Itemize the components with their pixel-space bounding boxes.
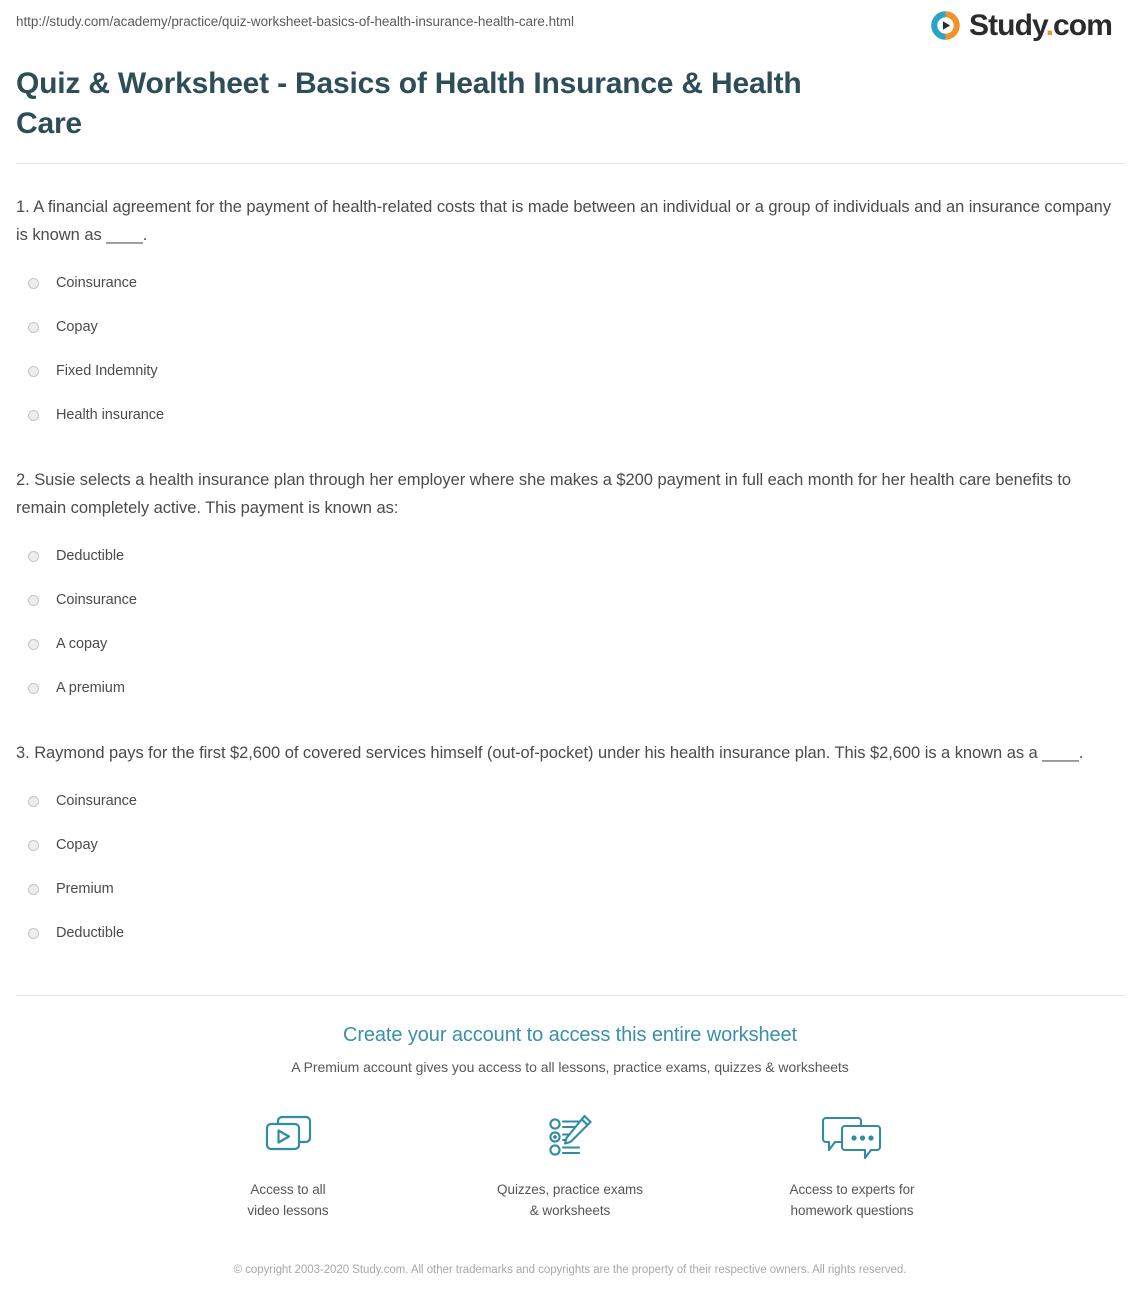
brand-tld: com — [1053, 8, 1112, 42]
radio-button-icon[interactable] — [28, 595, 39, 606]
answer-option-label: Premium — [56, 881, 114, 897]
quiz-checklist-pencil-icon — [485, 1107, 655, 1169]
cta-heading[interactable]: Create your account to access this entire worksheet — [342, 1024, 797, 1046]
cta-subheading: A Premium account gives you access to all lessons, practice exams, quizzes & worksheets — [291, 1059, 849, 1075]
answer-option[interactable] — [16, 393, 1124, 437]
video-lessons-icon — [203, 1107, 373, 1169]
feature-label: Access to experts for homework questions — [789, 1182, 915, 1218]
answer-option[interactable] — [16, 305, 1124, 349]
page-header — [0, 0, 1140, 56]
answer-options — [16, 534, 1124, 710]
radio-button-icon[interactable] — [28, 796, 39, 807]
page-title: Quiz & Worksheet - Basics of Health Insurance & Health Care — [16, 67, 802, 140]
feature-video-lessons — [203, 1107, 373, 1221]
answer-option[interactable] — [16, 534, 1124, 578]
answer-option[interactable] — [16, 578, 1124, 622]
feature-label: Quizzes, practice exams & worksheets — [497, 1182, 643, 1218]
answer-option-label: Copay — [56, 837, 98, 853]
question-text: 1. A financial agreement for the payment of health-related costs that is made between an individual or a group of individuals and an insurance company is known as ____. — [16, 198, 1112, 244]
answer-options — [16, 779, 1124, 955]
answer-option[interactable] — [16, 622, 1124, 666]
answer-option[interactable] — [16, 349, 1124, 393]
answer-option[interactable] — [16, 867, 1124, 911]
study-play-circle-icon — [929, 9, 962, 42]
brand-wordmark — [969, 10, 1112, 42]
answer-option-label: Deductible — [56, 548, 125, 564]
answer-option[interactable] — [16, 911, 1124, 955]
answer-option[interactable] — [16, 666, 1124, 710]
radio-button-icon[interactable] — [28, 322, 39, 333]
brand-name: Study — [968, 8, 1046, 42]
radio-button-icon[interactable] — [28, 366, 39, 377]
answer-option-label: Health insurance — [56, 407, 165, 423]
radio-button-icon[interactable] — [28, 410, 39, 421]
copyright-text: © copyright 2003-2020 Study.com. All other trademarks and copyrights are the property of their respective owners. All rights reserved. — [233, 1264, 907, 1276]
answer-option[interactable] — [16, 779, 1124, 823]
feature-label: Access to all video lessons — [247, 1182, 329, 1218]
radio-button-icon[interactable] — [28, 683, 39, 694]
answer-option-label: Fixed Indemnity — [56, 363, 158, 379]
radio-button-icon[interactable] — [28, 840, 39, 851]
answer-option-label: A copay — [56, 636, 108, 652]
answer-option[interactable] — [16, 823, 1124, 867]
questions-list — [0, 164, 1140, 955]
study-com-logo[interactable] — [929, 9, 1126, 42]
answer-option-label: Copay — [56, 319, 98, 335]
brand-dot: . — [1045, 8, 1053, 42]
question-block — [16, 710, 1124, 955]
question-text: 3. Raymond pays for the first $2,600 of covered services himself (out-of-pocket) under his health insurance plan. This $2,600 is a known as a ____. — [16, 744, 1084, 762]
feature-quizzes-worksheets — [485, 1107, 655, 1221]
radio-button-icon[interactable] — [28, 928, 39, 939]
answer-option-label: Deductible — [56, 925, 125, 941]
answer-option-label: A premium — [56, 680, 125, 696]
radio-button-icon[interactable] — [28, 551, 39, 562]
chat-bubbles-icon — [767, 1107, 937, 1169]
radio-button-icon[interactable] — [28, 639, 39, 650]
radio-button-icon[interactable] — [28, 884, 39, 895]
question-text: 2. Susie selects a health insurance plan through her employer where she makes a $200 payment in full each month for her health care benefits to remain completely active. This payment is known as: — [16, 471, 1071, 517]
title-section — [0, 56, 1140, 144]
answer-option-label: Coinsurance — [56, 592, 137, 608]
answer-option[interactable] — [16, 261, 1124, 305]
answer-option-label: Coinsurance — [56, 275, 137, 291]
radio-button-icon[interactable] — [28, 278, 39, 289]
answer-option-label: Coinsurance — [56, 793, 137, 809]
create-account-cta — [0, 995, 1140, 1304]
feature-expert-help — [767, 1107, 937, 1221]
page-url: http://study.com/academy/practice/quiz-worksheet-basics-of-health-insurance-health-care.html — [16, 14, 574, 29]
question-block — [16, 437, 1124, 710]
question-block — [16, 164, 1124, 437]
answer-options — [16, 261, 1124, 437]
feature-list — [0, 1107, 1140, 1221]
